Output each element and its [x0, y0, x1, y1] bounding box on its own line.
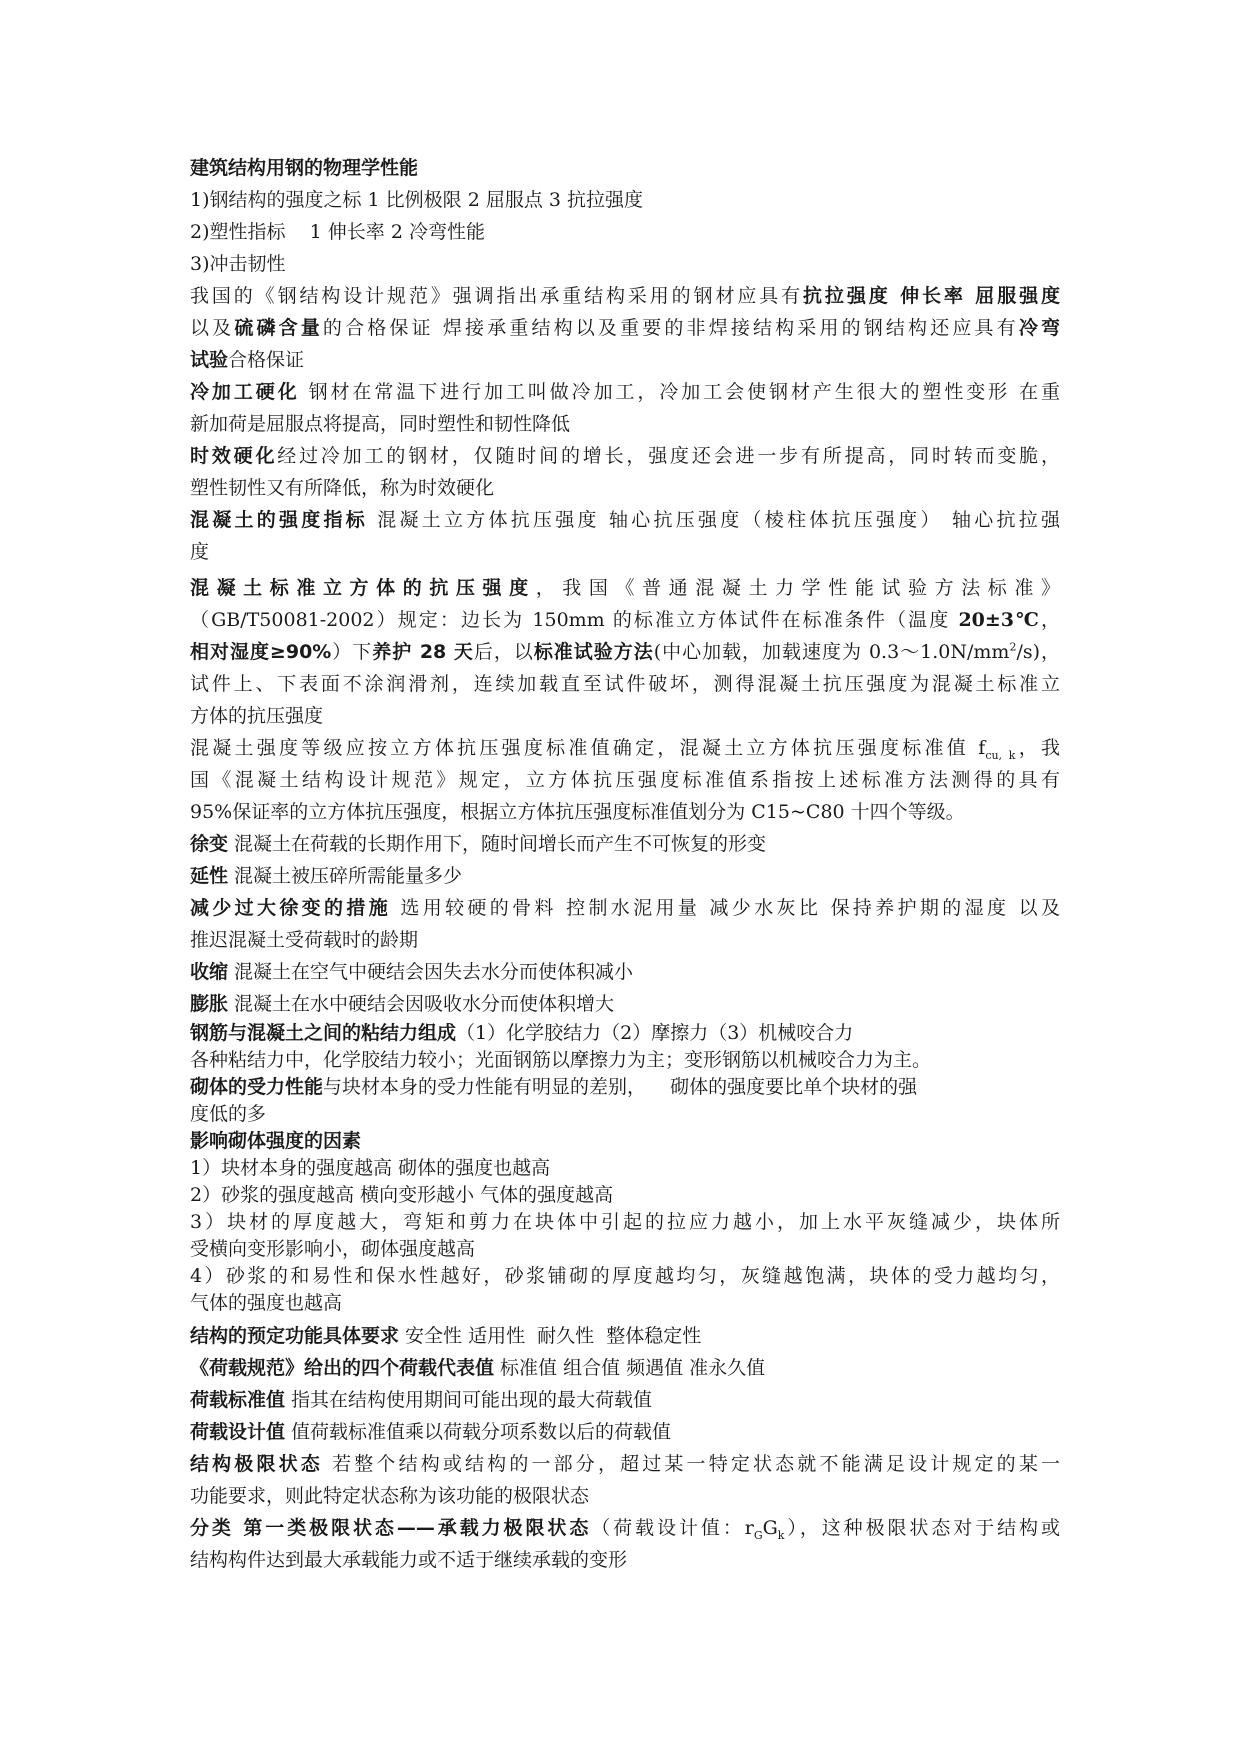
- cold-work-line-1: 冷加工硬化 钢材在常温下进行加工叫做冷加工，冷加工会使钢材产生很大的塑性变形 在重: [190, 381, 1060, 403]
- term-heading: 膨胀: [190, 993, 229, 1015]
- cube-strength-line-2: （GB/T50081-2002）规定：边长为 150mm 的标准立方体试件在标准条件（温度 20±3℃，: [190, 609, 1060, 631]
- key-term: 冷弯: [1018, 317, 1060, 339]
- key-term: 抗拉强度 伸长率 屈服强度: [803, 285, 1060, 307]
- cube-strength-line-3: 相对湿度≥90%）下养护 28 天后，以标准试验方法(中心加载，加载速度为 $0.3\sim 1.0N/mm^2/s$)，: [190, 640, 1060, 663]
- term-heading: 结构的预定功能具体要求: [190, 1325, 400, 1347]
- document-body: [190, 152, 1060, 1576]
- term-heading: 《荷载规范》给出的四个荷载代表值: [190, 1357, 495, 1379]
- cube-strength-line-1: 混凝土标准立方体的抗压强度，我国《普通混凝土力学性能试验方法标准》: [190, 577, 1060, 599]
- limit-state-line-1: 结构极限状态 若整个结构或结构的一部分，超过某一特定状态就不能满足设计规定的某一: [190, 1453, 1060, 1475]
- term-heading: 冷加工硬化: [190, 381, 300, 403]
- steel-toughness-line: 3)冲击韧性: [190, 253, 286, 275]
- steel-strength-line: 1)钢结构的强度之标 1 比例极限 2 屈服点 3 抗拉强度: [190, 189, 644, 211]
- term-heading: 混凝土标准立方体的抗压强度: [190, 577, 536, 599]
- term-heading: 徐变: [190, 833, 229, 855]
- cube-strength-line-4: 试件上、下表面不涂润滑剂，连续加载直至试件破坏，测得混凝土抗压强度为混凝土标准立: [190, 673, 1060, 695]
- cube-strength-line-5: 方体的抗压强度: [190, 705, 324, 727]
- load-values-line: 《荷载规范》给出的四个荷载代表值 标准值 组合值 频遇值 准永久值: [190, 1357, 766, 1379]
- bond-line-2: 各种粘结力中，化学胶结力较小；光面钢筋以摩擦力为主；变形钢筋以机械咬合力为主。: [190, 1049, 932, 1071]
- ductility-line: 延性 混凝土被压碎所需能量多少: [190, 865, 463, 887]
- classification-line-1: 分类 第一类极限状态——承载力极限状态（荷载设计值：$r_GG_k$），这种极限状态对于结构或: [190, 1517, 1060, 1542]
- concrete-index-line-1: 混凝土的强度指标 混凝土立方体抗压强度 轴心抗压强度（棱柱体抗压强度） 轴心抗拉强: [190, 509, 1060, 531]
- concrete-index-line-2: 度: [190, 541, 210, 563]
- factor-3-line-2: 受横向变形影响小，砌体强度越高: [190, 1238, 476, 1260]
- term-heading: 减少过大徐变的措施: [190, 897, 392, 919]
- masonry-line-2: 度低的多: [190, 1103, 267, 1125]
- masonry-line-1: 砌体的受力性能与块材本身的受力性能有明显的差别， 砌体的强度要比单个块材的强: [190, 1076, 918, 1098]
- creep-line: 徐变 混凝土在荷载的长期作用下，随时间增长而产生不可恢复的形变: [190, 833, 767, 855]
- factor-3-line-1: 3）块材的厚度越大，弯矩和剪力在块体中引起的拉应力越小，加上水平灰缝减少，块体所: [190, 1211, 1060, 1233]
- term-heading: 结构极限状态: [190, 1453, 323, 1475]
- term-heading: 延性: [190, 865, 229, 887]
- classification-line-2: 结构构件达到最大承载能力或不适于继续承载的变形: [190, 1549, 628, 1571]
- swelling-line: 膨胀 混凝土在水中硬结会因吸收水分而使体积增大: [190, 993, 615, 1015]
- aging-line-2: 塑性韧性又有所降低，称为时效硬化: [190, 477, 495, 499]
- aging-line-1: 时效硬化经过冷加工的钢材，仅随时间的增长，强度还会进一步有所提高，同时转而变脆，: [190, 445, 1060, 467]
- term-heading: 荷载设计值: [190, 1421, 286, 1443]
- term-heading: 时效硬化: [190, 445, 278, 467]
- steel-code-line-3: 试验合格保证: [190, 349, 305, 371]
- term-heading: 收缩: [190, 961, 229, 983]
- factor-2: 2）砂浆的强度越高 横向变形越小 气体的强度越高: [190, 1184, 614, 1206]
- term-heading: 砌体的受力性能: [190, 1076, 324, 1098]
- steel-code-line-1: 我国的《钢结构设计规范》强调指出承重结构采用的钢材应具有抗拉强度 伸长率 屈服强度: [190, 285, 1060, 307]
- term-heading: 荷载标准值: [190, 1389, 286, 1411]
- steel-code-line-2: 以及硫磷含量的合格保证 焊接承重结构以及重要的非焊接结构采用的钢结构还应具有冷弯: [190, 317, 1060, 339]
- grade-line-1: 混凝土强度等级应按立方体抗压强度标准值确定，混凝土立方体抗压强度标准值 $f_{cu, k}$，我: [190, 737, 1060, 762]
- standard-load-line: 荷载标准值 指其在结构使用期间可能出现的最大荷载值: [190, 1389, 653, 1411]
- function-requirements-line: 结构的预定功能具体要求 安全性 适用性 耐久性 整体稳定性: [190, 1325, 702, 1347]
- factor-4-line-2: 气体的强度也越高: [190, 1292, 343, 1314]
- term-heading: 钢筋与混凝土之间的粘结力组成: [190, 1022, 457, 1044]
- bond-line-1: 钢筋与混凝土之间的粘结力组成（1）化学胶结力（2）摩擦力（3）机械咬合力: [190, 1022, 854, 1044]
- term-heading: 分类 第一类极限状态——承载力极限状态: [190, 1517, 592, 1539]
- shrinkage-line: 收缩 混凝土在空气中硬结会因失去水分而使体积减小: [190, 961, 634, 983]
- limit-state-line-2: 功能要求，则此特定状态称为该功能的极限状态: [190, 1485, 590, 1507]
- steel-plasticity-line: 2)塑性指标 1 伸长率 2 冷弯性能: [190, 221, 485, 243]
- factor-4-line-1: 4）砂浆的和易性和保水性越好，砂浆铺砌的厚度越均匀，灰缝越饱满，块体的受力越均匀，: [190, 1265, 1060, 1287]
- factors-heading: 影响砌体强度的因素: [190, 1130, 362, 1152]
- reduce-creep-line-2: 推迟混凝土受荷载时的龄期: [190, 929, 419, 951]
- grade-line-2: 国《混凝土结构设计规范》规定，立方体抗压强度标准值系指按上述标准方法测得的具有: [190, 769, 1060, 791]
- design-load-line: 荷载设计值 值荷载标准值乘以荷载分项系数以后的荷载值: [190, 1421, 672, 1443]
- cold-work-line-2: 新加荷是屈服点将提高，同时塑性和韧性降低: [190, 413, 571, 435]
- key-term: 试验: [190, 349, 229, 371]
- factor-1: 1）块材本身的强度越高 砌体的强度也越高: [190, 1157, 551, 1179]
- grade-line-3: 95%保证率的立方体抗压强度，根据立方体抗压强度标准值划分为 C15~C80 十四个等级。: [190, 801, 965, 823]
- document-title: 建筑结构用钢的物理学性能: [190, 157, 419, 179]
- term-heading: 混凝土的强度指标: [190, 509, 368, 531]
- reduce-creep-line-1: 减少过大徐变的措施 选用较硬的骨料 控制水泥用量 减少水灰比 保持养护期的湿度 以及: [190, 897, 1060, 919]
- key-term: 硫磷含量: [234, 317, 323, 339]
